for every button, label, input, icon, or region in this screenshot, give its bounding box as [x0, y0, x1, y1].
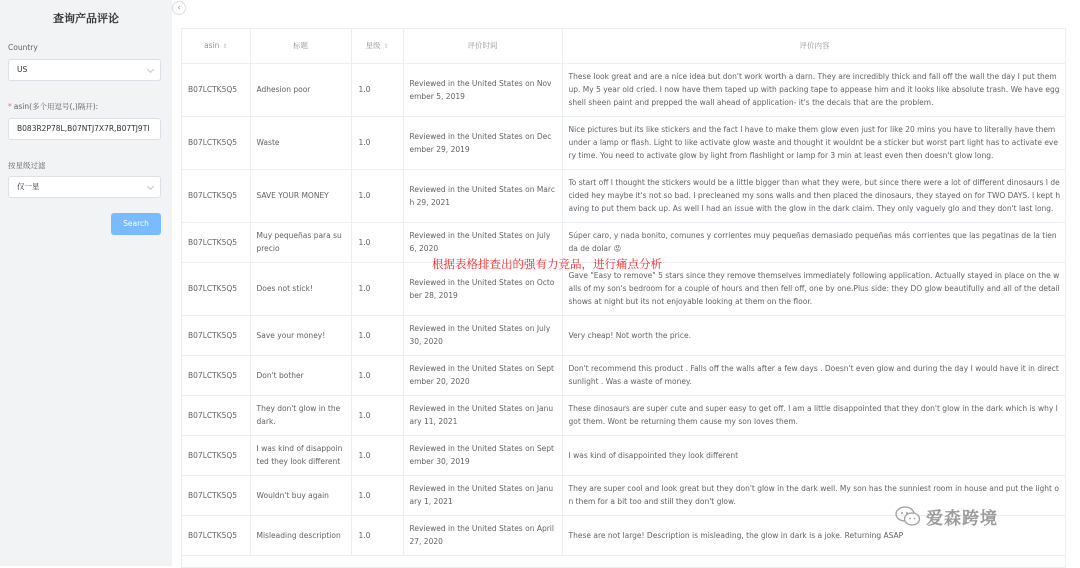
column-header-rating[interactable]: 星级 ⇕	[351, 29, 403, 63]
cell-rating: 1.0	[351, 116, 403, 169]
column-header-asin[interactable]: asin ⇕	[182, 29, 250, 63]
collapse-sidebar-button[interactable]	[172, 1, 186, 15]
cell-asin: B07LCTK5Q5	[182, 355, 250, 395]
cell-asin: B07LCTK5Q5	[182, 515, 250, 555]
cell-date: Reviewed in the United States on October 28, 2019	[403, 262, 562, 315]
country-select[interactable]	[8, 59, 161, 81]
cell-title: Wouldn't buy again	[250, 475, 351, 515]
cell-asin: B07LCTK5Q5	[182, 63, 250, 116]
asin-input-value: B083R2P78L,B07NTJ7X7R,B07TJ9TI	[17, 124, 150, 133]
rating-filter-value: 仅一星	[17, 182, 40, 191]
cell-asin: B07LCTK5Q5	[182, 435, 250, 475]
table-row	[182, 435, 1066, 475]
cell-content: These are not large! Description is misleading, the glow in dark is a joke. Returning ASAP	[562, 515, 1066, 555]
table-row	[182, 395, 1066, 435]
cell-title: Save your money!	[250, 315, 351, 355]
cell-title: Misleading description	[250, 515, 351, 555]
query-sidebar	[0, 0, 172, 566]
country-select-value: US	[17, 65, 28, 74]
cell-title: SAVE YOUR MONEY	[250, 169, 351, 222]
cell-rating: 1.0	[351, 355, 403, 395]
cell-content: Súper caro, y nada bonito, comunes y corrientes muy pequeñas demasiado pequeñas más corrientes que las pegatinas de la tienda de dolar 😡	[562, 222, 1066, 262]
cell-content: These dinosaurs are super cute and super easy to get off. I am a little disappointed that they don't glow in the dark which is why I got them. Wont be returning them cause my son loves them.	[562, 395, 1066, 435]
cell-rating: 1.0	[351, 315, 403, 355]
cell-asin: B07LCTK5Q5	[182, 395, 250, 435]
cell-title: They don't glow in the dark.	[250, 395, 351, 435]
cell-asin: B07LCTK5Q5	[182, 475, 250, 515]
cell-date: Reviewed in the United States on April 27, 2020	[403, 515, 562, 555]
cell-asin: B07LCTK5Q5	[182, 169, 250, 222]
table-row	[182, 63, 1066, 116]
column-header-title: 标题	[250, 29, 351, 63]
cell-date: Reviewed in the United States on July 6, 2020	[403, 222, 562, 262]
table-row	[182, 315, 1066, 355]
reviews-table	[182, 29, 1066, 556]
cell-date: Reviewed in the United States on September 30, 2019	[403, 435, 562, 475]
annotation-text: 根据表格排查出的强有力竞品，进行痛点分析	[432, 257, 662, 271]
chevron-down-icon	[147, 183, 154, 190]
cell-content: I was kind of disappointed they look different	[562, 435, 1066, 475]
watermark-text: 爱森跨境	[926, 509, 998, 529]
search-button[interactable]: Search	[111, 213, 161, 235]
cell-content: Very cheap! Not worth the price.	[562, 315, 1066, 355]
cell-asin: B07LCTK5Q5	[182, 315, 250, 355]
cell-content: These look great and are a nice idea but don't work worth a darn. They are incredibly thick and fall off the wall the day I put them up. My 5 year old cried. I now have them taped up with packing tape to appease him and it looks like absolute trash. We have eggshell sheen paint and prepped the wall ahead of application- it's the decals that are the problem.	[562, 63, 1066, 116]
column-header-date: 评价时间	[403, 29, 562, 63]
cell-title: Don't bother	[250, 355, 351, 395]
column-header-content: 评价内容	[562, 29, 1066, 63]
cell-rating: 1.0	[351, 435, 403, 475]
cell-content: Nice pictures but its like stickers and the fact I have to make them glow even just for like 20 mins you have to literally have them under a lamp or flash. Light to like activate glow waste and thought it wouldnt be a sticker but worst part light has to activate every time. You need to activate glow by light from flashlight or lamp for 3 min at least even then doesn't glow long.	[562, 116, 1066, 169]
cell-rating: 1.0	[351, 262, 403, 315]
cell-content: To start off I thought the stickers would be a little bigger than what they were, but since there were a lot of different dinosaurs I decided hey maybe it's not so bad. I precleaned my sons walls and then placed the dinosaurs, they stayed on for TWO DAYS. I kept having to put them back up. As well I had an issue with the glow in the dark claim. They only vaguely glo and they don't last long.	[562, 169, 1066, 222]
wechat-icon	[895, 505, 921, 527]
chevron-down-icon	[147, 66, 154, 73]
cell-rating: 1.0	[351, 395, 403, 435]
cell-content: Don't recommend this product . Falls off the walls after a few days . Doesn't even glow and during the day I would have it in direct sunlight . Was a waste of money.	[562, 355, 1066, 395]
cell-date: Reviewed in the United States on January 11, 2021	[403, 395, 562, 435]
sort-icon[interactable]: ⇕	[222, 43, 228, 51]
cell-content: They are super cool and look great but they don't glow in the dark well. My son has the sunniest room in house and put the light on them for a bit too and still they don't glow.	[562, 475, 1066, 515]
cell-rating: 1.0	[351, 475, 403, 515]
cell-rating: 1.0	[351, 222, 403, 262]
country-label: Country	[8, 43, 38, 52]
table-row	[182, 169, 1066, 222]
cell-date: Reviewed in the United States on November 5, 2019	[403, 63, 562, 116]
reviews-table-container	[181, 28, 1066, 568]
cell-date: Reviewed in the United States on September 20, 2020	[403, 355, 562, 395]
cell-date: Reviewed in the United States on December 29, 2019	[403, 116, 562, 169]
cell-date: Reviewed in the United States on January 1, 2021	[403, 475, 562, 515]
chevron-left-icon: ‹	[177, 3, 181, 12]
cell-rating: 1.0	[351, 63, 403, 116]
asin-label: * asin(多个用逗号(,)隔开):	[8, 102, 99, 111]
cell-date: Reviewed in the United States on March 29, 2021	[403, 169, 562, 222]
cell-asin: B07LCTK5Q5	[182, 262, 250, 315]
cell-date: Reviewed in the United States on July 30, 2020	[403, 315, 562, 355]
rating-filter-label: 按星级过滤	[8, 161, 46, 170]
cell-rating: 1.0	[351, 515, 403, 555]
asin-input[interactable]	[8, 118, 161, 140]
cell-rating: 1.0	[351, 169, 403, 222]
cell-title: I was kind of disappointed they look different	[250, 435, 351, 475]
table-row	[182, 116, 1066, 169]
rating-filter-select[interactable]	[8, 176, 161, 198]
sidebar-title: 查询产品评论	[53, 12, 119, 25]
table-header-row	[182, 29, 1066, 63]
cell-content: Gave "Easy to remove" 5 stars since they remove themselves immediately following application. Actually stayed in place on the walls of my son's bedroom for a couple of hours and then fell off, one by one.Plus side: they DO glow beautifully and all of the detail shows at night but its not enjoyable looking at them on the floor.	[562, 262, 1066, 315]
cell-title: Does not stick!	[250, 262, 351, 315]
cell-asin: B07LCTK5Q5	[182, 222, 250, 262]
cell-title: Muy pequeñas para su precio	[250, 222, 351, 262]
cell-title: Adhesion poor	[250, 63, 351, 116]
sort-icon[interactable]: ⇕	[383, 43, 389, 51]
cell-title: Waste	[250, 116, 351, 169]
cell-asin: B07LCTK5Q5	[182, 116, 250, 169]
table-row	[182, 355, 1066, 395]
